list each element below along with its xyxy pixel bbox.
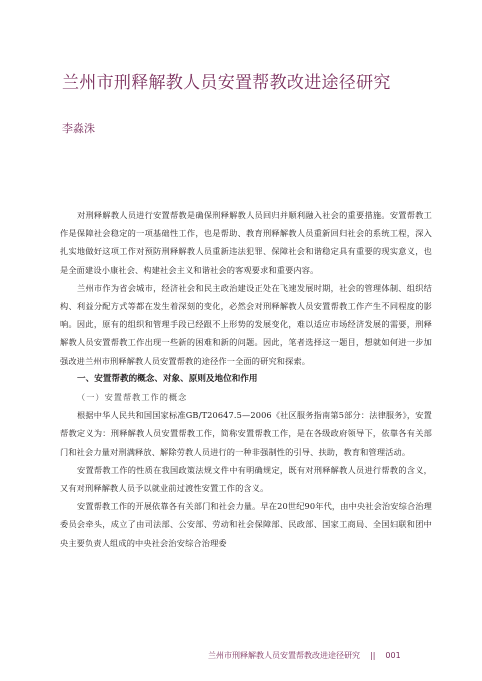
- running-title: 兰州市刑释解教人员安置帮教改进途径研究: [208, 651, 360, 660]
- author-name: 李淼洙: [62, 122, 95, 135]
- article-body: [60, 206, 432, 552]
- page-number: 001: [385, 651, 401, 660]
- page-footer: [208, 650, 440, 661]
- body-paragraph: 对刑释解教人员进行安置帮教是确保刑释解教人员回归并顺利融入社会的重要措施。安置帮教工作是保障社会稳定的一项基础性工作，也是帮助、教育刑释解教人员重新回归社会的系统工程，深入扎实地做好这项工作对预防刑释解教人员重新违法犯罪、保障社会和谐稳定具有重要的现实意义，也是全面建设小康社会、构建社会主义和谐社会的客观要求和重要内容。: [60, 210, 432, 275]
- body-paragraph: 安置帮教工作的开展依靠各有关部门和社会力量。早在20世纪90年代，由中央社会治安综合治理委员会牵头，成立了由司法部、公安部、劳动和社会保障部、民政部、国家工商局、全国妇联和团中央主要负责人组成的中央社会治安综合治理委: [60, 501, 432, 548]
- section-heading: 一、安置帮教的概念、对象、原则及地位和作用: [77, 373, 258, 384]
- footer-separator: ||: [370, 651, 376, 660]
- body-paragraph: 安置帮教工作的性质在我国政策法规文件中有明确规定，既有对刑释解教人员进行帮教的含义，又有对刑释解教人员予以就业前过渡性安置工作的含义。: [60, 464, 432, 494]
- body-paragraph: 兰州市作为省会城市，经济社会和民主政治建设正处在飞速发展时期，社会的管理体制、组织结构、利益分配方式等都在发生着深刻的变化，必然会对刑释解教人员安置帮教工作产生不同程度的影响。因此，原有的组织和管理手段已经跟不上形势的发展变化，难以适应市场经济发展的需要，刑释解教人员安置帮教工作出现一些新的困难和新的问题。因此，笔者选择这一题目，想就如何进一步加强改进兰州市刑释解教人员安置帮教的途径作一全面的研究和探索。: [60, 282, 432, 366]
- subsection-heading: （一）安置帮教工作的概念: [77, 392, 188, 403]
- page-title: 兰州市刑释解教人员安置帮教改进途径研究: [62, 73, 391, 93]
- body-paragraph: 根据中华人民共和国国家标准GB/T20647.5—2006《社区服务指南第5部分：法律服务》，安置帮教定义为：刑释解教人员安置帮教工作，简称安置帮教工作，是在各级政府领导下，依靠各有关部门和社会力量对刑满释放、解除劳教人员进行的一种非强制性的引导、扶助，教育和管理活动。: [60, 410, 432, 457]
